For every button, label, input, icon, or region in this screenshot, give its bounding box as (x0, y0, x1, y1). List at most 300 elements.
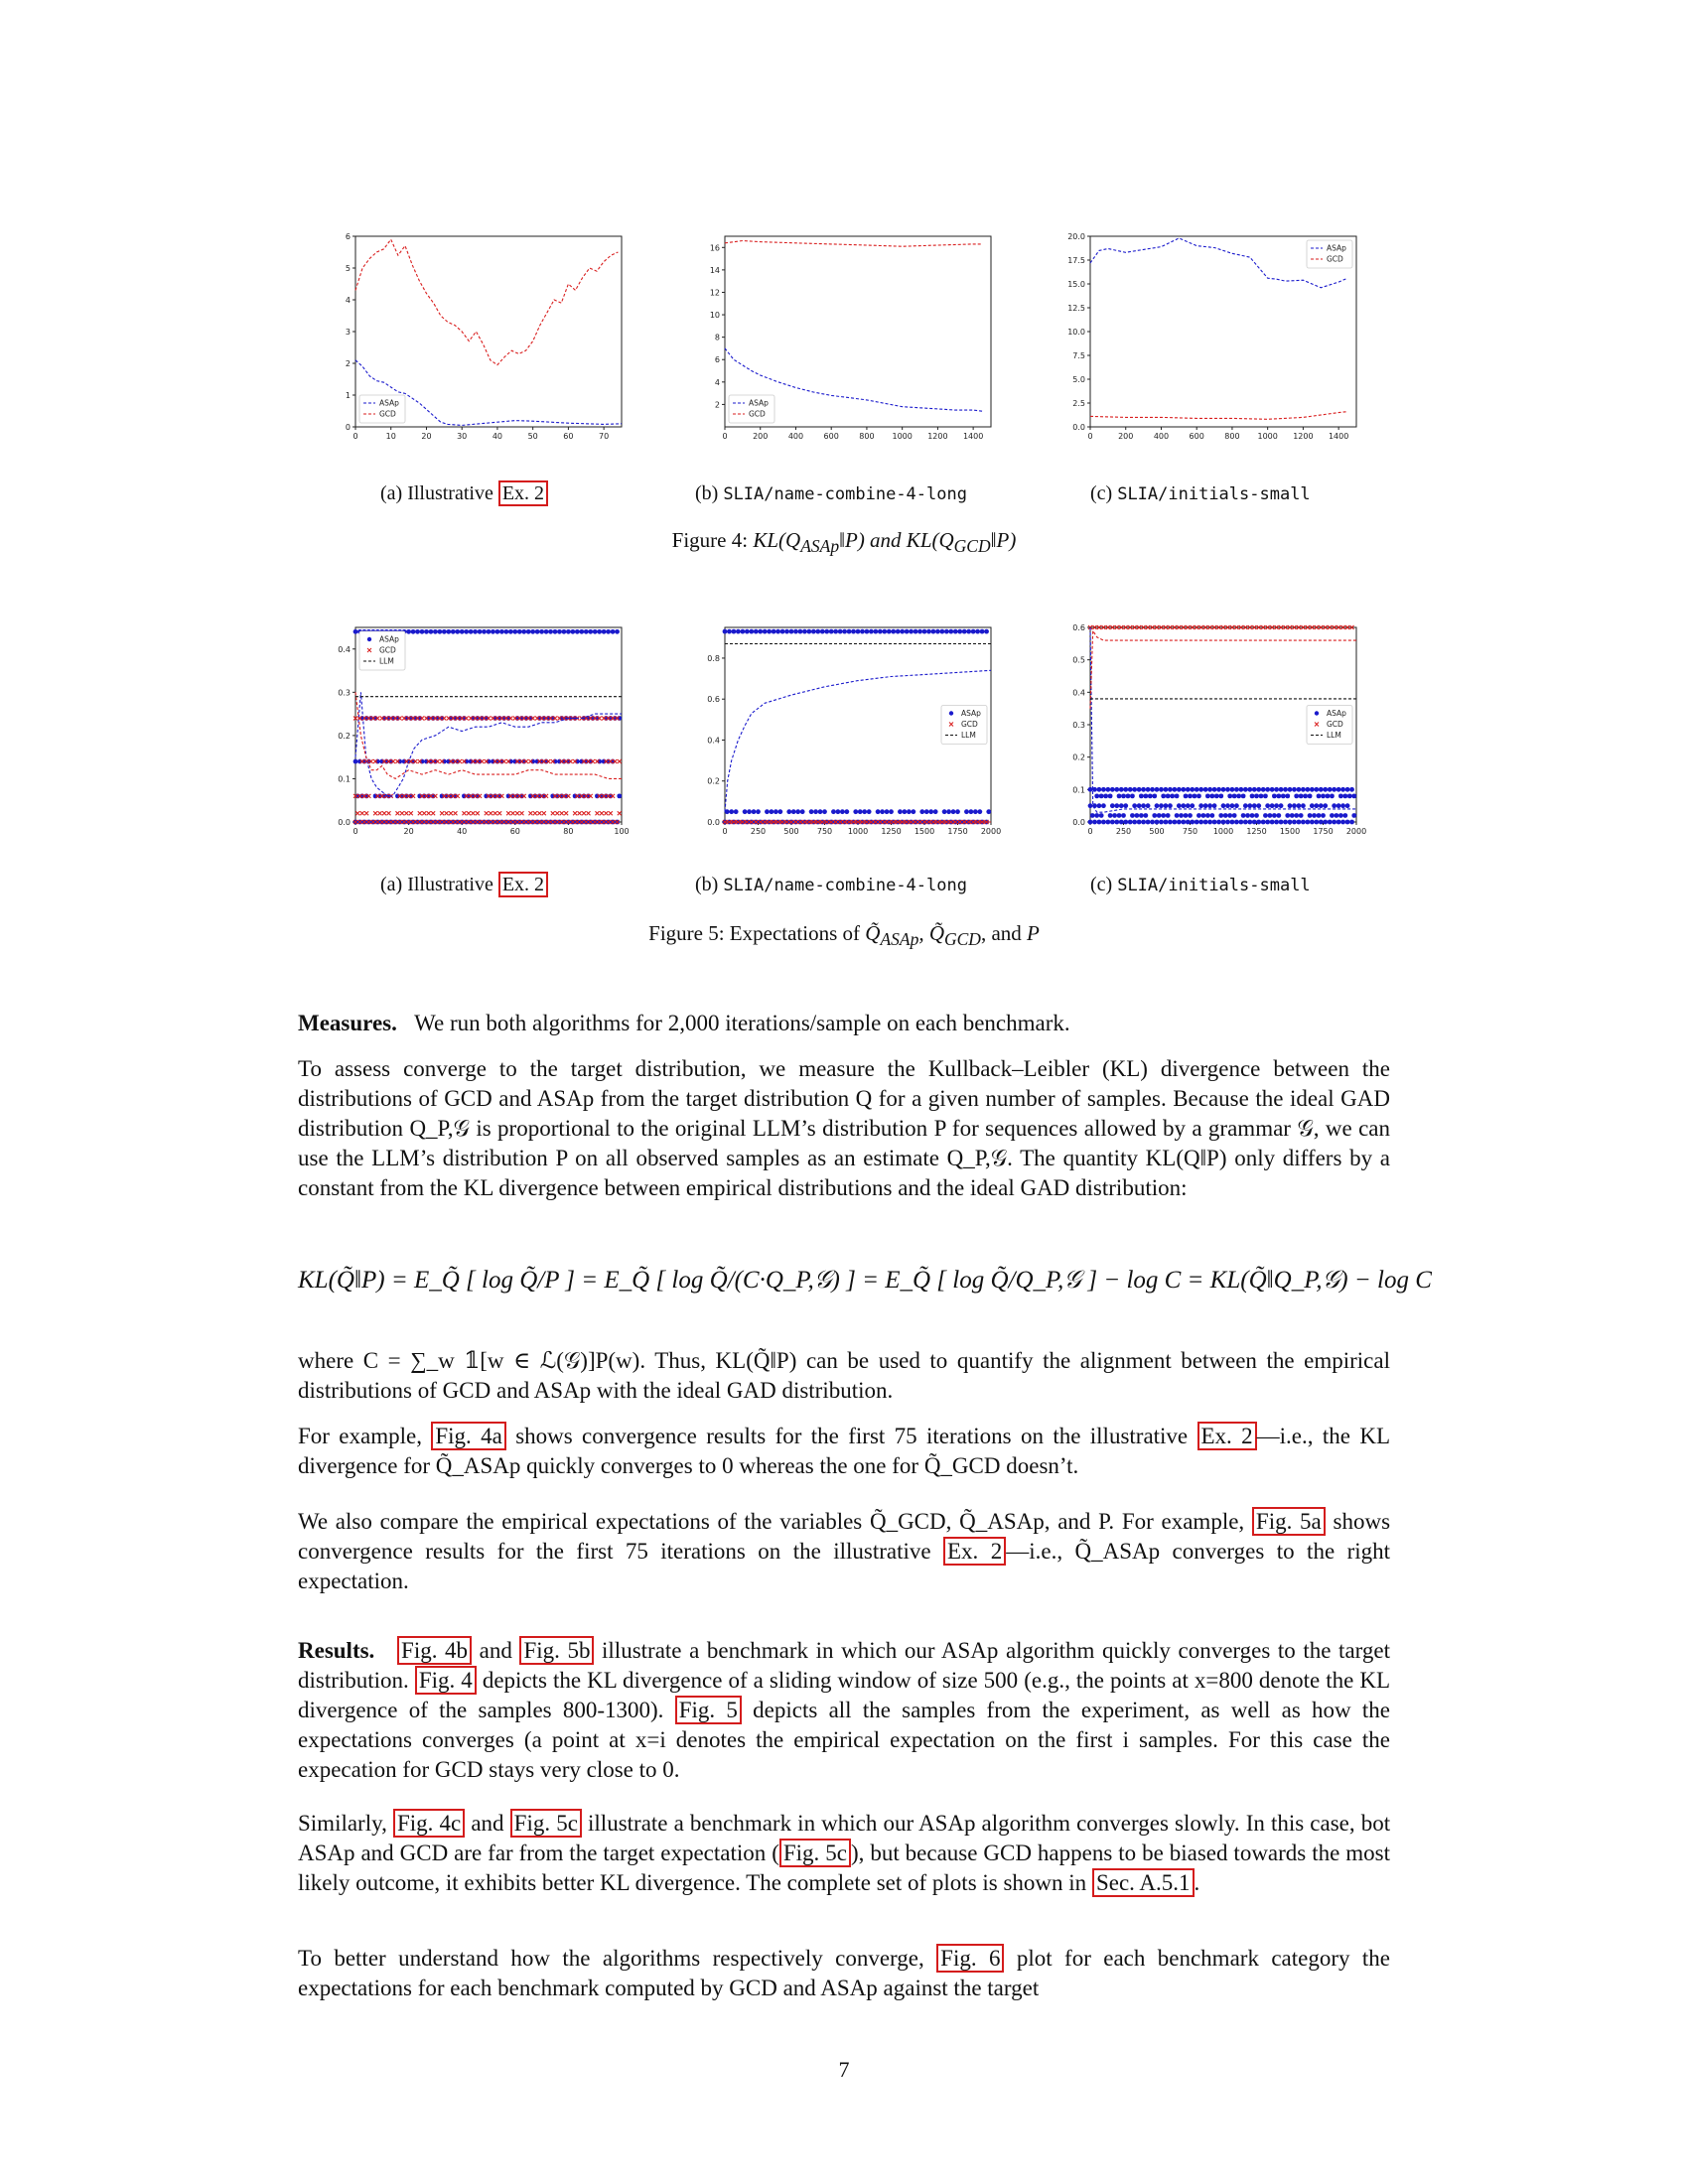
asap-sample-point (1132, 803, 1137, 808)
paragraph-example-fig4a: For example, Fig. 4a shows convergence results for the first 75 iterations on the illustrative Ex. 2 —i.e., the KL divergence for Q̃_ASAp quickly converges to 0 whereas the one for Q̃_GCD doesn’t. (298, 1424, 1390, 1478)
asap-sample-point (1177, 787, 1182, 792)
asap-sample-point (455, 629, 460, 634)
asap-sample-point (1230, 820, 1235, 825)
ref-link[interactable]: Ex. 2 (498, 872, 548, 897)
asap-sample-point (1292, 803, 1297, 808)
asap-sample-point (1207, 820, 1212, 825)
y-tick-label: 4 (714, 377, 720, 387)
x-tick-label: 60 (509, 827, 520, 836)
asap-sample-point (1332, 820, 1336, 825)
asap-sample-point (1285, 813, 1290, 818)
asap-sample-point (1146, 820, 1151, 825)
asap-sample-point (1252, 787, 1257, 792)
asap-sample-point (1168, 820, 1173, 825)
y-tick-label: 0.3 (1072, 721, 1085, 730)
figure4-subcaption-c (1090, 482, 1311, 505)
x-tick-label: 0 (722, 432, 728, 441)
asap-sample-point (1166, 793, 1171, 798)
y-tick-label: 6 (345, 232, 351, 241)
asap-sample-point (1097, 820, 1102, 825)
asap-sample-point (944, 629, 949, 634)
asap-sample-point (1105, 820, 1110, 825)
asap-sample-point (1137, 803, 1142, 808)
asap-sample-point (1336, 787, 1341, 792)
x-tick-label: 0 (1087, 827, 1093, 836)
asap-sample-point (1164, 820, 1169, 825)
asap-sample-point (1243, 820, 1248, 825)
asap-sample-point (844, 809, 849, 814)
asap-sample-point (1090, 813, 1095, 818)
figure5c-chart (1055, 621, 1367, 844)
asap-sample-point (1340, 803, 1345, 808)
asap-sample-point (784, 629, 789, 634)
x-tick-label: 70 (599, 432, 610, 441)
asap-sample-point (907, 809, 912, 814)
page-number: 7 (838, 2057, 850, 2082)
x-tick-label: 1500 (1279, 827, 1301, 836)
asap-sample-point (962, 629, 967, 634)
paragraph-similarly: Similarly, Fig. 4c and Fig. 5c illustrate a benchmark in which our ASAp algorithm converges slowly. In this case, bot ASAp and GCD are far from the target expectation ( Fig. 5c ), but because GCD happens to be biased towards the most likely outcome, it exhibits better KL divergence. The complete set of plots is shown in Sec. A.5.1 . (298, 1811, 1391, 1895)
asap-sample-point (1312, 813, 1317, 818)
asap-sample-point (1223, 813, 1228, 818)
asap-sample-point (1326, 793, 1331, 798)
asap-sample-point (593, 629, 598, 634)
asap-sample-point (539, 629, 544, 634)
asap-sample-point (1349, 787, 1354, 792)
asap-sample-point (743, 809, 748, 814)
legend-label: ASAp (961, 709, 981, 718)
y-tick-label: 10.0 (1067, 328, 1085, 337)
x-tick-label: 10 (385, 432, 396, 441)
ref-ex2[interactable]: Ex. 2 (1197, 1422, 1257, 1450)
asap-sample-point (451, 629, 456, 634)
asap-sample-point (842, 629, 847, 634)
asap-sample-point (754, 629, 759, 634)
asap-sample-point (806, 629, 811, 634)
asap-sample-point (1195, 820, 1199, 825)
asap-sample-point (1103, 793, 1108, 798)
asap-sample-point (1168, 787, 1173, 792)
asap-sample-point (469, 629, 474, 634)
subcaption-text: (a) Illustrative (380, 482, 493, 504)
ref-fig5[interactable]: Fig. 5 (675, 1696, 742, 1724)
asap-sample-point (1283, 787, 1288, 792)
y-tick-label: 17.5 (1067, 256, 1085, 265)
asap-sample-point (535, 629, 540, 634)
y-tick-label: 0.4 (1072, 688, 1085, 698)
asap-sample-point (1159, 803, 1164, 808)
ref-ex2[interactable]: Ex. 2 (943, 1537, 1006, 1566)
asap-sample-point (1281, 793, 1286, 798)
asap-sample-point (553, 629, 558, 634)
y-tick-label: 8 (714, 333, 720, 342)
x-tick-label: 30 (457, 432, 468, 441)
asap-sample-point (1330, 793, 1335, 798)
x-tick-label: 500 (783, 827, 799, 836)
asap-sample-point (1279, 787, 1284, 792)
y-tick-label: 0.0 (707, 818, 720, 827)
asap-sample-point (948, 629, 953, 634)
asap-sample-point (1263, 813, 1268, 818)
y-tick-label: 0.2 (338, 731, 351, 741)
legend-label: LLM (961, 731, 976, 740)
asap-sample-point (980, 629, 985, 634)
figure5-subcaption-b (695, 874, 967, 896)
y-tick-label: 12 (709, 288, 720, 298)
asap-sample-point (473, 629, 478, 634)
legend-label: LLM (379, 656, 394, 666)
x-tick-label: 1250 (881, 827, 902, 836)
figure4-subcaption-b (695, 482, 967, 505)
asap-sample-point (1181, 803, 1186, 808)
asap-sample-point (758, 629, 763, 634)
asap-sample-point (1256, 787, 1261, 792)
asap-sample-point (1270, 820, 1275, 825)
y-tick-label: 3 (345, 328, 351, 337)
x-tick-label: 200 (1118, 432, 1134, 441)
x-tick-label: 1500 (914, 827, 935, 836)
asap-sample-point (544, 629, 549, 634)
asap-sample-point (1254, 793, 1259, 798)
asap-sample-point (1279, 803, 1284, 808)
x-tick-label: 1000 (892, 432, 913, 441)
asap-sample-point (464, 629, 469, 634)
asap-sample-point (1198, 803, 1203, 808)
y-tick-label: 0.3 (338, 688, 351, 698)
asap-sample-point (1345, 787, 1350, 792)
asap-sample-point (570, 629, 575, 634)
asap-sample-point (1161, 813, 1166, 818)
y-tick-label: 0.1 (1072, 785, 1085, 795)
asap-sample-point (780, 629, 785, 634)
asap-sample-point (867, 809, 872, 814)
asap-sample-point (1323, 820, 1328, 825)
asap-sample-point (482, 629, 487, 634)
y-tick-label: 15.0 (1067, 280, 1085, 289)
asap-sample-point (1314, 820, 1319, 825)
asap-sample-point (1207, 803, 1212, 808)
y-tick-label: 7.5 (1072, 351, 1085, 360)
asap-sample-point (1301, 820, 1306, 825)
ref-fig5b[interactable]: Fig. 5b (519, 1636, 594, 1665)
asap-sample-point (353, 759, 358, 764)
ref-fig5a[interactable]: Fig. 5a (1252, 1507, 1326, 1536)
asap-sample-point (736, 629, 741, 634)
asap-sample-point (811, 629, 816, 634)
figure5-panel-a (320, 621, 628, 844)
asap-sample-point (986, 809, 991, 814)
y-tick-label: 2 (345, 359, 351, 368)
asap-sample-point (1141, 820, 1146, 825)
x-tick-label: 1400 (1328, 432, 1349, 441)
y-tick-label: 20.0 (1067, 232, 1085, 241)
asap-sample-point (1218, 813, 1223, 818)
y-tick-label: 2 (714, 400, 720, 410)
subcaption-text: (a) Illustrative (380, 874, 493, 895)
asap-sample-point (1155, 787, 1160, 792)
asap-sample-point (1317, 793, 1322, 798)
asap-sample-point (765, 809, 770, 814)
asap-sample-point (429, 629, 434, 634)
asap-sample-point (928, 809, 933, 814)
asap-sample-point (732, 629, 737, 634)
asap-sample-point (1175, 793, 1180, 798)
asap-sample-point (922, 629, 927, 634)
asap-sample-point (809, 809, 814, 814)
asap-sample-point (1137, 820, 1142, 825)
asap-sample-point (1250, 813, 1255, 818)
asap-sample-point (1193, 793, 1197, 798)
asap-sample-point (1190, 820, 1195, 825)
asap-sample-point (1279, 820, 1284, 825)
asap-sample-point (1203, 787, 1208, 792)
figure4-subcaption-a (380, 482, 548, 505)
asap-sample-point (1336, 803, 1341, 808)
y-tick-label: 6 (714, 355, 720, 365)
asap-sample-point (1247, 787, 1252, 792)
asap-sample-point (795, 809, 800, 814)
figure4-panel-c (1055, 230, 1362, 449)
asap-sample-point (566, 629, 571, 634)
asap-sample-point (869, 629, 874, 634)
asap-sample-point (876, 809, 881, 814)
asap-sample-point (1319, 803, 1324, 808)
asap-sample-point (1268, 813, 1273, 818)
figure4-panel-b (689, 230, 997, 449)
asap-sample-point (815, 629, 820, 634)
asap-sample-point (1256, 803, 1261, 808)
asap-sample-point (548, 629, 553, 634)
asap-sample-point (424, 629, 429, 634)
asap-sample-point (911, 809, 915, 814)
asap-sample-point (723, 629, 728, 634)
x-tick-label: 250 (1115, 827, 1132, 836)
asap-sample-point (1186, 803, 1191, 808)
asap-sample-point (880, 809, 885, 814)
y-tick-label: 0.0 (1072, 818, 1085, 827)
asap-sample-point (579, 629, 584, 634)
asap-sample-point (575, 629, 580, 634)
asap-sample-point (747, 809, 752, 814)
asap-sample-point (1330, 813, 1335, 818)
asap-sample-point (865, 629, 870, 634)
asap-sample-point (1101, 787, 1106, 792)
asap-sample-point (1338, 813, 1343, 818)
legend-label: ASAp (1327, 243, 1346, 253)
asap-sample-point (1263, 793, 1268, 798)
asap-sample-point (521, 629, 526, 634)
x-tick-label: 750 (1182, 827, 1198, 836)
asap-sample-point (491, 629, 495, 634)
asap-sample-point (1157, 813, 1162, 818)
asap-sample-point (1119, 803, 1124, 808)
asap-sample-point (442, 629, 447, 634)
asap-sample-point (1212, 820, 1217, 825)
asap-sample-point (1308, 813, 1313, 818)
asap-sample-point (1272, 793, 1277, 798)
asap-sample-point (1285, 793, 1290, 798)
figure5-panel-b (689, 621, 1002, 844)
asap-sample-point (597, 629, 602, 634)
asap-sample-point (517, 629, 522, 634)
ref-fig4[interactable]: Fig. 4 (415, 1666, 477, 1695)
x-tick-label: 20 (421, 432, 432, 441)
asap-sample-point (1238, 820, 1243, 825)
asap-sample-point (964, 809, 969, 814)
asap-sample-point (813, 809, 818, 814)
x-tick-label: 500 (1149, 827, 1165, 836)
asap-sample-point (957, 629, 962, 634)
x-tick-label: 1200 (1293, 432, 1314, 441)
asap-sample-point (1132, 787, 1137, 792)
asap-sample-point (745, 629, 750, 634)
paragraph-where-c: where C = ∑_w 𝟙[w ∈ ℒ(𝒢)]P(w). Thus, KL(Q̃‖P) can be used to quantify the alignment between the empirical distributions of GCD and ASAp with the ideal GAD distribution. (298, 1348, 1390, 1403)
asap-sample-point (1328, 787, 1333, 792)
asap-sample-point (1190, 803, 1195, 808)
asap-sample-point (935, 629, 940, 634)
ref-fig4a[interactable]: Fig. 4a (431, 1422, 506, 1450)
asap-sample-point (926, 629, 931, 634)
asap-sample-point (851, 629, 856, 634)
x-tick-label: 20 (403, 827, 414, 836)
asap-sample-point (562, 629, 567, 634)
x-tick-label: 50 (527, 432, 538, 441)
ref-fig5c[interactable]: Fig. 5c (510, 1809, 582, 1838)
asap-sample-point (800, 809, 805, 814)
asap-sample-point (1310, 803, 1315, 808)
asap-sample-point (858, 809, 863, 814)
asap-sample-point (1177, 803, 1182, 808)
asap-sample-point (822, 809, 827, 814)
asap-sample-point (1186, 820, 1191, 825)
asap-sample-point (975, 629, 980, 634)
asap-sample-point (508, 629, 513, 634)
asap-sample-point (1305, 820, 1310, 825)
asap-sample-point (1225, 820, 1230, 825)
asap-sample-point (1097, 787, 1102, 792)
y-tick-label: 5 (345, 264, 351, 273)
figure5b-chart (689, 621, 1002, 844)
asap-sample-point (1342, 813, 1347, 818)
ref-fig5c[interactable]: Fig. 5c (779, 1839, 851, 1867)
asap-sample-point (1261, 820, 1266, 825)
asap-sample-point (1172, 820, 1177, 825)
ref-link[interactable]: Ex. 2 (498, 480, 548, 506)
asap-sample-point (1270, 803, 1275, 808)
asap-sample-point (1274, 803, 1279, 808)
asap-sample-point (1274, 820, 1279, 825)
ref-fig6[interactable]: Fig. 6 (936, 1944, 1004, 1973)
subcaption-benchmark: SLIA/name-combine-4-long (723, 876, 967, 895)
asap-sample-point (1108, 793, 1113, 798)
asap-sample-point (1252, 820, 1257, 825)
results-heading: Results. (298, 1638, 375, 1663)
asap-sample-point (905, 629, 910, 634)
asap-sample-point (774, 809, 778, 814)
asap-sample-point (793, 629, 798, 634)
y-tick-label: 5.0 (1072, 375, 1085, 384)
asap-sample-point (1301, 787, 1306, 792)
subcaption-benchmark: SLIA/initials-small (1117, 484, 1311, 504)
figure5-panel-c (1055, 621, 1367, 844)
asap-sample-point (1214, 793, 1219, 798)
asap-sample-point (1088, 820, 1093, 825)
asap-sample-point (1323, 787, 1328, 792)
asap-sample-point (1184, 793, 1189, 798)
paragraph-fig6: To better understand how the algorithms respectively converge, Fig. 6 plot for each benchmark category the expectations for each benchmark computed by GCD and ASAp against the target (298, 1946, 1390, 2000)
ref-fig4b[interactable]: Fig. 4b (397, 1636, 472, 1665)
asap-sample-point (971, 629, 976, 634)
subcaption-text: (c) (1090, 482, 1113, 504)
asap-sample-point (1198, 820, 1203, 825)
asap-sample-point (1175, 813, 1180, 818)
asap-sample-point (896, 629, 901, 634)
figure4b-chart (689, 230, 997, 449)
y-tick-label: 0.2 (1072, 752, 1085, 762)
asap-sample-point (740, 629, 745, 634)
asap-sample-point (1181, 787, 1186, 792)
asap-sample-point (775, 629, 780, 634)
asap-sample-point (1137, 787, 1142, 792)
asap-sample-point (885, 809, 890, 814)
asap-sample-point (973, 809, 978, 814)
asap-sample-point (856, 629, 861, 634)
x-tick-label: 600 (823, 432, 839, 441)
asap-sample-point (1270, 787, 1275, 792)
asap-sample-point (873, 629, 878, 634)
x-tick-label: 0 (1087, 432, 1093, 441)
asap-sample-point (734, 809, 739, 814)
asap-sample-point (611, 629, 616, 634)
ref-sec-a51[interactable]: Sec. A.5.1 (1092, 1868, 1195, 1897)
asap-sample-point (1097, 803, 1102, 808)
asap-sample-point (1101, 820, 1106, 825)
asap-sample-point (1247, 803, 1252, 808)
asap-sample-point (1168, 803, 1173, 808)
x-tick-label: 2000 (1345, 827, 1367, 836)
asap-sample-point (1207, 787, 1212, 792)
asap-sample-point (1297, 787, 1302, 792)
asap-sample-point (1230, 787, 1235, 792)
asap-sample-point (1110, 803, 1115, 808)
asap-sample-point (789, 629, 794, 634)
asap-sample-point (942, 809, 947, 814)
asap-sample-point (526, 629, 531, 634)
asap-sample-point (770, 809, 774, 814)
asap-sample-point (1139, 793, 1144, 798)
y-tick-label: 0.5 (1072, 655, 1085, 665)
ref-fig4c[interactable]: Fig. 4c (393, 1809, 465, 1838)
asap-sample-point (1225, 803, 1230, 808)
asap-sample-point (420, 629, 425, 634)
kl-equation: KL(Q̃‖P) = E_Q̃ [ log Q̃/P ] = E_Q̃ [ log Q̃/(C·Q_P,𝒢) ] = E_Q̃ [ log Q̃/Q_P,𝒢 ] − log C = KL(Q̃‖Q_P,𝒢) − log C (298, 1267, 1432, 1294)
asap-sample-point (460, 629, 465, 634)
asap-sample-point (557, 629, 562, 634)
asap-sample-point (829, 629, 834, 634)
y-tick-label: 0.2 (707, 776, 720, 786)
legend-label: GCD (1327, 254, 1343, 264)
y-tick-label: 0.4 (338, 644, 351, 654)
asap-sample-point (1209, 813, 1214, 818)
asap-sample-point (1186, 787, 1191, 792)
asap-sample-point (1196, 793, 1201, 798)
asap-sample-point (1323, 803, 1328, 808)
figure4a-chart (320, 230, 628, 449)
subcaption-text: (b) (695, 874, 719, 895)
asap-sample-point (1152, 813, 1157, 818)
asap-sample-point (756, 809, 761, 814)
asap-sample-point (1299, 793, 1304, 798)
